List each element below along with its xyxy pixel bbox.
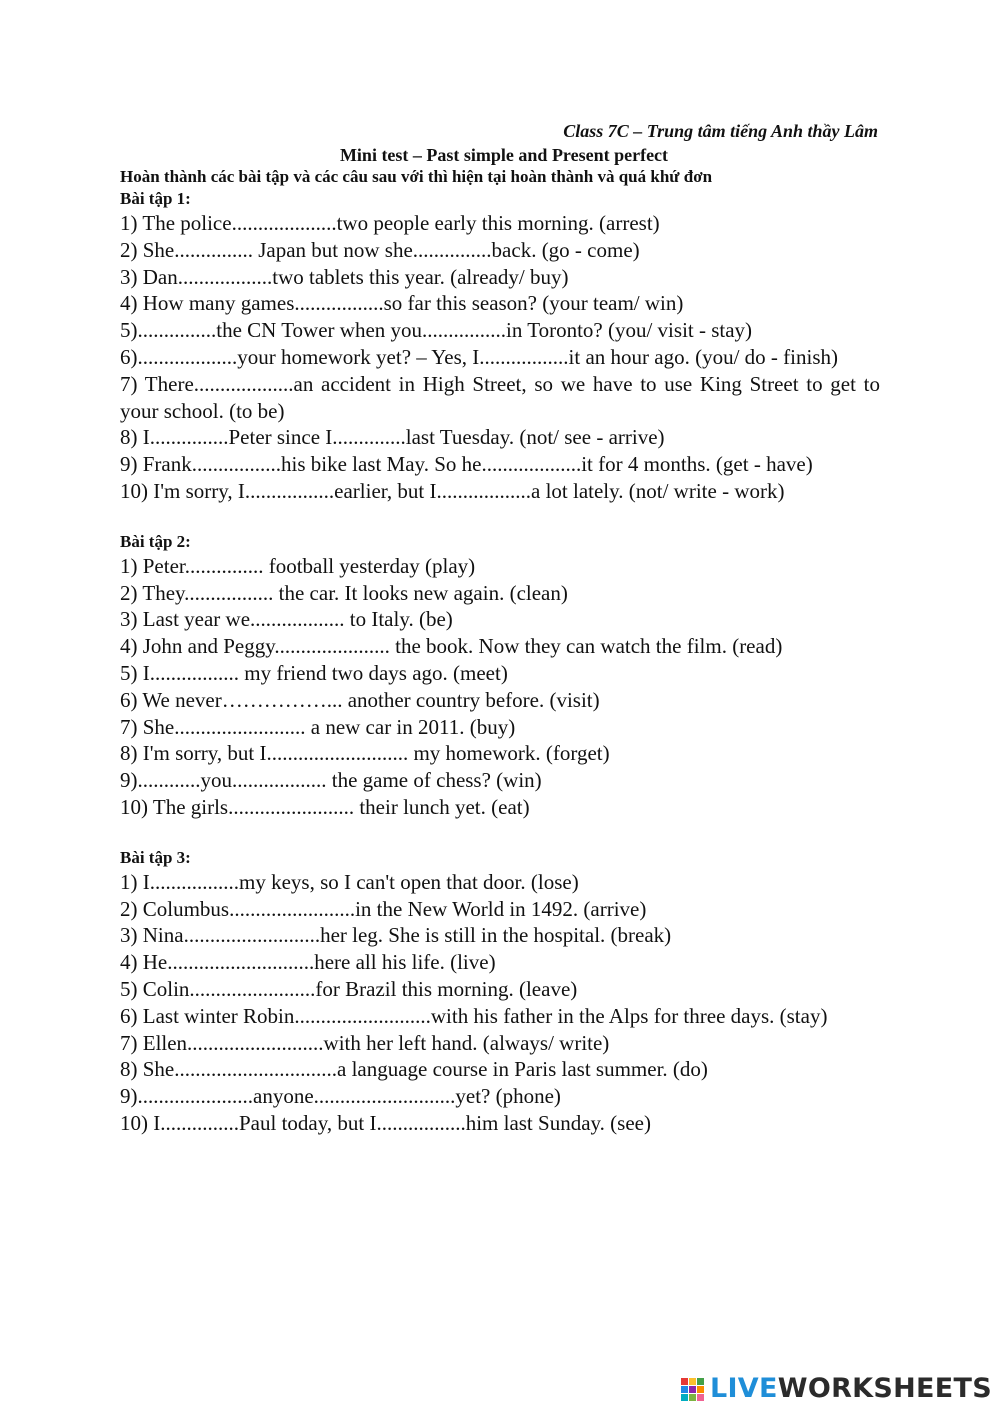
instruction-text: Hoàn thành các bài tập và các câu sau với thì hiện tại hoàn thành và quá khứ đơn xyxy=(120,167,713,186)
question-item: 6) We never……………... another country before. (visit) xyxy=(120,687,600,712)
question-item: 4) John and Peggy...................... the book. Now they can watch the film. (read) xyxy=(120,634,783,659)
section-spacer xyxy=(120,821,880,847)
question-item: 6) Last winter Robin..........................with his father in the Alps for three days. (stay) xyxy=(120,1003,828,1028)
question-item: 3) Last year we.................. to Italy. (be) xyxy=(120,607,453,632)
question-item: 2) They................. the car. It looks new again. (clean) xyxy=(120,580,568,605)
logo-grid-cell xyxy=(689,1378,696,1385)
logo-grid-icon xyxy=(681,1378,704,1401)
logo-live: LIVE xyxy=(709,1373,778,1404)
exercise-heading: Bài tập 3: xyxy=(120,847,191,867)
exercise-3 xyxy=(120,847,880,1137)
logo-grid-cell xyxy=(681,1394,688,1401)
exercise-heading: Bài tập 2: xyxy=(120,531,191,551)
exercise-2 xyxy=(120,531,880,821)
page-title: Mini test – Past simple and Present perfect xyxy=(339,145,669,165)
question-item: 4) He............................here all his life. (live) xyxy=(120,950,496,975)
question-item: 4) How many games.................so far this season? (your team/ win) xyxy=(120,291,684,316)
question-item: 10) The girls........................ their lunch yet. (eat) xyxy=(120,794,530,819)
question-item: 5) Colin........................for Brazil this morning. (leave) xyxy=(120,976,578,1001)
question-item: 10) I...............Paul today, but I.................him last Sunday. (see) xyxy=(120,1110,651,1135)
question-item: 1) Peter............... football yesterday (play) xyxy=(120,553,476,578)
question-item: 2) Columbus........................in the New World in 1492. (arrive) xyxy=(120,896,647,921)
question-item: 9)......................anyone...........................yet? (phone) xyxy=(120,1084,561,1109)
logo-grid-cell xyxy=(681,1386,688,1393)
question-item: 3) Nina..........................her leg. She is still in the hospital. (break) xyxy=(120,923,672,948)
section-spacer xyxy=(120,505,880,531)
logo-grid-cell xyxy=(689,1394,696,1401)
question-item: 8) She...............................a language course in Paris last summer. (do) xyxy=(120,1057,708,1082)
question-item: 2) She............... Japan but now she...............back. (go - come) xyxy=(120,237,640,262)
worksheet-page xyxy=(120,118,880,1137)
class-line: Class 7C – Trung tâm tiếng Anh thầy Lâm xyxy=(563,121,878,141)
question-item: 1) I.................my keys, so I can't open that door. (lose) xyxy=(120,869,579,894)
question-item: 7) She......................... a new car in 2011. (buy) xyxy=(120,714,516,739)
question-item: 5) I................. my friend two days ago. (meet) xyxy=(120,660,508,685)
exercise-heading: Bài tập 1: xyxy=(120,189,191,208)
exercise-1 xyxy=(120,188,880,505)
question-item: 5)...............the CN Tower when you................in Toronto? (you/ visit - stay) xyxy=(120,318,753,343)
question-item: 9) Frank.................his bike last May. So he...................it for 4 months. (get - have) xyxy=(120,452,813,477)
question-item: 7) There...................an accident in High Street, so we have to use King Street to get to your school. (to be) xyxy=(120,371,880,423)
logo-grid-cell xyxy=(681,1378,688,1385)
question-item: 7) Ellen..........................with her left hand. (always/ write) xyxy=(120,1030,610,1055)
logo-grid-cell xyxy=(689,1386,696,1393)
logo-text xyxy=(710,1374,992,1404)
logo-grid-cell xyxy=(697,1386,704,1393)
logo-grid-cell xyxy=(697,1378,704,1385)
question-item: 10) I'm sorry, I.................earlier, but I..................a lot lately. (not/ write - work) xyxy=(120,478,785,503)
liveworksheets-logo xyxy=(681,1374,992,1404)
question-item: 3) Dan..................two tablets this year. (already/ buy) xyxy=(120,264,569,289)
question-item: 8) I...............Peter since I..............last Tuesday. (not/ see - arrive) xyxy=(120,425,665,450)
question-item: 1) The police....................two people early this morning. (arrest) xyxy=(120,211,660,235)
question-item: 9)............you.................. the game of chess? (win) xyxy=(120,768,542,793)
question-item: 8) I'm sorry, but I........................... my homework. (forget) xyxy=(120,741,610,766)
question-item: 6)...................your homework yet? – Yes, I.................it an hour ago. (you/ do - finish) xyxy=(120,344,838,369)
logo-worksheets: WORKSHEETS xyxy=(777,1373,992,1404)
logo-grid-cell xyxy=(697,1394,704,1401)
